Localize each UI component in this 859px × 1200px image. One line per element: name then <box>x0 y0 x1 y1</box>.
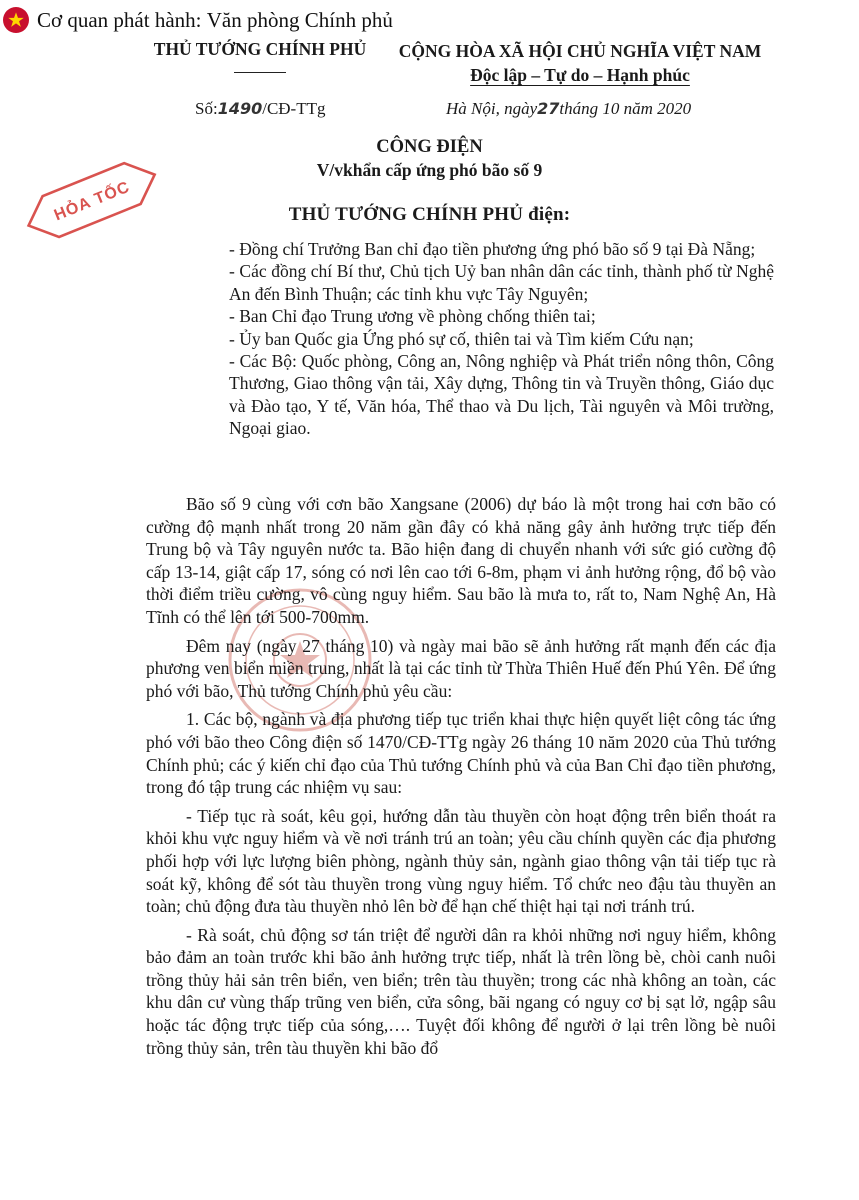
body-paragraph: Bão số 9 cùng với cơn bão Xangsane (2006) dự báo là một trong hai cơn bão có cường độ mạnh nhất trong 20 năm gần đây có khả năng gây ảnh hưởng trực tiếp đến Trung bộ và Tây nguyên nước ta. Bão hiện đang di chuyển nhanh với sức gió cường độ cấp 13-14, giật cấp 17, sóng có nơi lên cao tới 6-8m, phạm vi ảnh hưởng rộng, đổ bộ vào thời điểm triều cường, vô cùng nguy hiểm. Sau bão là mưa to, rất to, Nam Nghệ An, Hà Tĩnh có thể lên tới 500-700mm. <box>146 494 776 627</box>
addressed-to: THỦ TƯỚNG CHÍNH PHỦ điện: <box>288 204 571 225</box>
document-date <box>446 99 691 119</box>
issuer-name: THỦ TƯỚNG CHÍNH PHỦ <box>153 39 367 59</box>
nation-name: CỘNG HÒA XÃ HỘI CHỦ NGHĨA VIỆT NAM <box>398 41 762 61</box>
recipient-item: - Các Bộ: Quốc phòng, Công an, Nông nghiệp và Phát triển nông thôn, Công Thương, Giao thông vận tải, Xây dựng, Thông tin và Truyền thông, Giáo dục và Đào tạo, Y tế, Văn hóa, Thể thao và Du lịch, Tài nguyên và Môi trường, Ngoại giao. <box>229 351 774 439</box>
issuer-divider <box>234 72 286 73</box>
publisher-bar <box>0 6 393 34</box>
national-motto: Độc lập – Tự do – Hạnh phúc <box>470 65 690 85</box>
recipient-list <box>229 238 774 440</box>
document-number <box>195 99 326 119</box>
body-paragraph: Đêm nay (ngày 27 tháng 10) và ngày mai bão sẽ ảnh hưởng rất mạnh đến các địa phương ven biển miền trung, nhất là tại các tỉnh từ Thừa Thiên Huế đến Phú Yên. Để ứng phó với bão, Thủ tướng Chính phủ yêu cầu: <box>146 635 776 701</box>
urgent-stamp-text: HỎA TỐC <box>51 178 133 225</box>
national-header <box>390 39 770 87</box>
date-day-handwritten: 27 <box>537 99 560 118</box>
publisher-label: Cơ quan phát hành: <box>37 7 202 32</box>
recipient-item: - Ban Chỉ đạo Trung ương về phòng chống thiên tai; <box>229 306 596 327</box>
publisher-name: Văn phòng Chính phủ <box>206 7 393 32</box>
date-prefix: Hà Nội, ngày <box>446 99 538 118</box>
document-type: CÔNG ĐIỆN <box>376 137 483 157</box>
urgent-stamp <box>18 160 166 242</box>
issuer-block <box>150 39 370 73</box>
number-prefix: Số: <box>195 99 218 118</box>
recipient-item: - Đồng chí Trưởng Ban chỉ đạo tiền phương ứng phó bão số 9 tại Đà Nẵng; <box>229 239 756 259</box>
document-subject: V/vkhẩn cấp ứng phó bão số 9 <box>316 160 543 180</box>
document-body <box>146 493 776 1065</box>
body-paragraph: 1. Các bộ, ngành và địa phương tiếp tục triển khai thực hiện quyết liệt công tác ứng phó với bão theo Công điện số 1470/CĐ-TTg ngày 26 tháng 10 năm 2020 của Thủ tướng Chính phủ; các ý kiến chỉ đạo của Thủ tướng Chính phủ và của Ban Chỉ đạo tiền phương, trong đó tập trung các nhiệm vụ sau: <box>146 709 776 798</box>
national-emblem-icon <box>3 7 29 33</box>
body-paragraph: - Rà soát, chủ động sơ tán triệt để người dân ra khỏi những nơi nguy hiểm, không bảo đảm an toàn trước khi bão ảnh hưởng trực tiếp, nhất là trên lồng bè, chòi canh nuôi trồng thủy hải sản trên biển, ven biển; trên tàu thuyền; trong các nhà không an toàn, các khu dân cư vùng thấp trũng ven biển, cửa sông, bãi ngang có nguy cơ bị sạt lở, ngập sâu hoặc tác động trực tiếp của sóng,…. Tuyệt đối không để người ở lại trên lồng bè nuôi trồng thủy sản, trên tàu thuyền khi bão đổ <box>146 924 776 1058</box>
number-handwritten: 1490 <box>217 99 263 118</box>
number-suffix: /CĐ-TTg <box>262 99 326 118</box>
date-suffix: tháng 10 năm 2020 <box>559 99 692 118</box>
body-paragraph: - Tiếp tục rà soát, kêu gọi, hướng dẫn tàu thuyền còn hoạt động trên biển thoát ra khỏi khu vực nguy hiểm và về nơi tránh trú an toàn; yêu cầu chính quyền các địa phương phối hợp với lực lượng biên phòng, ngành thủy sản, ngành giao thông vận tải tiếp tục rà soát kỹ, không để sót tàu thuyền trong vùng nguy hiểm. Tổ chức neo đậu tàu thuyền an toàn; chủ động đưa tàu thuyền nhỏ lên bờ để hạn chế thiệt hại tại nơi tránh trú. <box>146 805 776 917</box>
recipient-item: - Các đồng chí Bí thư, Chủ tịch Uỷ ban nhân dân các tỉnh, thành phố từ Nghệ An đến Bình Thuận; các tỉnh khu vực Tây Nguyên; <box>229 261 774 304</box>
recipient-item: - Ủy ban Quốc gia Ứng phó sự cố, thiên tai và Tìm kiếm Cứu nạn; <box>229 328 694 349</box>
